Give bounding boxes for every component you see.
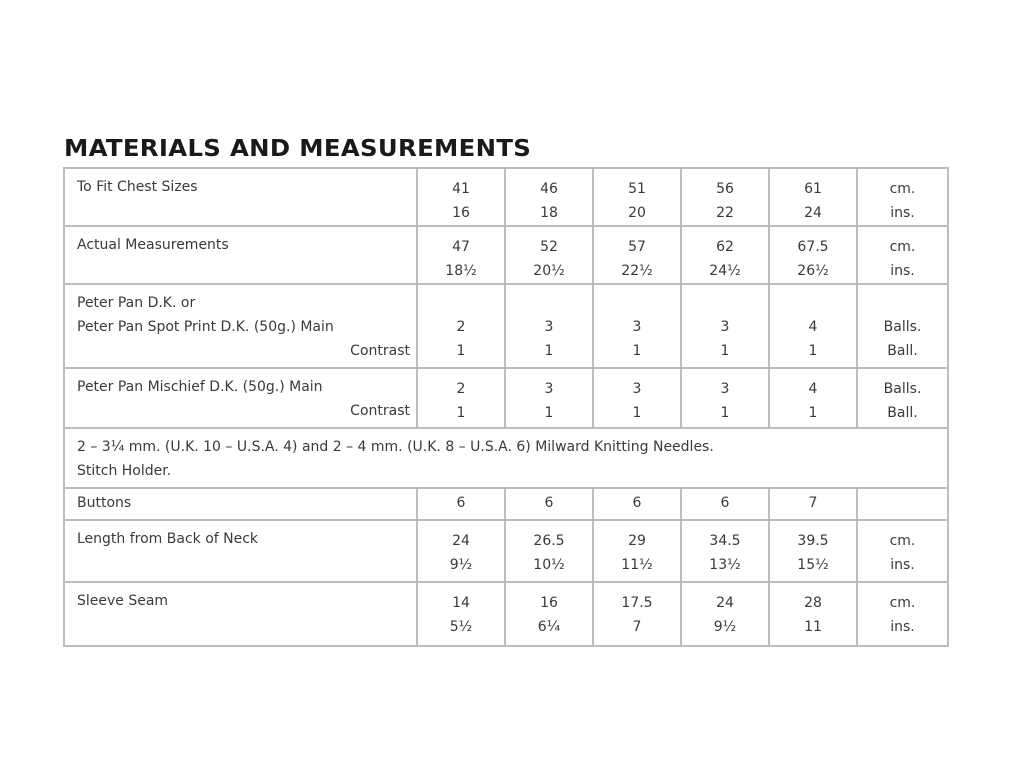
unit-cell — [857, 488, 948, 520]
buttons-cell: 6 — [417, 488, 505, 520]
row-label: Actual Measurements — [64, 226, 417, 284]
table-row — [64, 368, 948, 428]
row-label: Peter Pan Mischief D.K. (50g.) Main Contrast — [64, 368, 417, 428]
size-cell: 26.5 10½ — [505, 520, 593, 582]
size-cell: 17.5 7 — [593, 582, 681, 646]
table-row — [64, 488, 948, 520]
section-heading: MATERIALS AND MEASUREMENTS — [64, 136, 532, 162]
size-cell: 51 20 — [593, 168, 681, 226]
size-cell: 67.5 26½ — [769, 226, 857, 284]
needles-cell: 2 – 3¼ mm. (U.K. 10 – U.S.A. 4) and 2 – 4 mm. (U.K. 8 – U.S.A. 6) Milward Knitting Needles. Stitch Holder. — [64, 428, 948, 488]
row-label: Peter Pan D.K. or Peter Pan Spot Print D.K. (50g.) Main Contrast — [64, 284, 417, 368]
size-cell: 39.5 15½ — [769, 520, 857, 582]
size-cell: 57 22½ — [593, 226, 681, 284]
table-row — [64, 428, 948, 488]
yarn-cell: 2 1 — [417, 368, 505, 428]
yarn-cell: 3 1 — [681, 284, 769, 368]
size-cell: 61 24 — [769, 168, 857, 226]
row-label: Length from Back of Neck — [64, 520, 417, 582]
buttons-cell: 6 — [681, 488, 769, 520]
table-row — [64, 582, 948, 646]
unit-cell: cm. ins. — [857, 520, 948, 582]
size-cell: 56 22 — [681, 168, 769, 226]
size-cell: 41 16 — [417, 168, 505, 226]
yarn-cell: 3 1 — [681, 368, 769, 428]
table-row — [64, 284, 948, 368]
buttons-cell: 6 — [593, 488, 681, 520]
size-cell: 24 9½ — [417, 520, 505, 582]
table-row — [64, 168, 948, 226]
yarn-cell: 3 1 — [505, 368, 593, 428]
buttons-cell: 6 — [505, 488, 593, 520]
unit-cell: cm. ins. — [857, 168, 948, 226]
size-cell: 34.5 13½ — [681, 520, 769, 582]
size-cell: 62 24½ — [681, 226, 769, 284]
table-row — [64, 226, 948, 284]
unit-cell: cm. ins. — [857, 582, 948, 646]
size-cell: 28 11 — [769, 582, 857, 646]
size-cell: 24 9½ — [681, 582, 769, 646]
yarn-cell: 3 1 — [505, 284, 593, 368]
size-cell: 16 6¼ — [505, 582, 593, 646]
yarn-cell: 3 1 — [593, 284, 681, 368]
yarn-cell: 4 1 — [769, 284, 857, 368]
size-cell: 29 11½ — [593, 520, 681, 582]
unit-cell: Balls. Ball. — [857, 284, 948, 368]
yarn-cell: 2 1 — [417, 284, 505, 368]
size-cell: 46 18 — [505, 168, 593, 226]
row-label: Buttons — [64, 488, 417, 520]
unit-cell: Balls. Ball. — [857, 368, 948, 428]
row-label: To Fit Chest Sizes — [64, 168, 417, 226]
unit-cell: cm. ins. — [857, 226, 948, 284]
size-cell: 52 20½ — [505, 226, 593, 284]
yarn-cell: 4 1 — [769, 368, 857, 428]
row-label: Sleeve Seam — [64, 582, 417, 646]
size-cell: 47 18½ — [417, 226, 505, 284]
size-cell: 14 5½ — [417, 582, 505, 646]
table-row — [64, 520, 948, 582]
materials-table — [63, 167, 949, 647]
yarn-cell: 3 1 — [593, 368, 681, 428]
buttons-cell: 7 — [769, 488, 857, 520]
